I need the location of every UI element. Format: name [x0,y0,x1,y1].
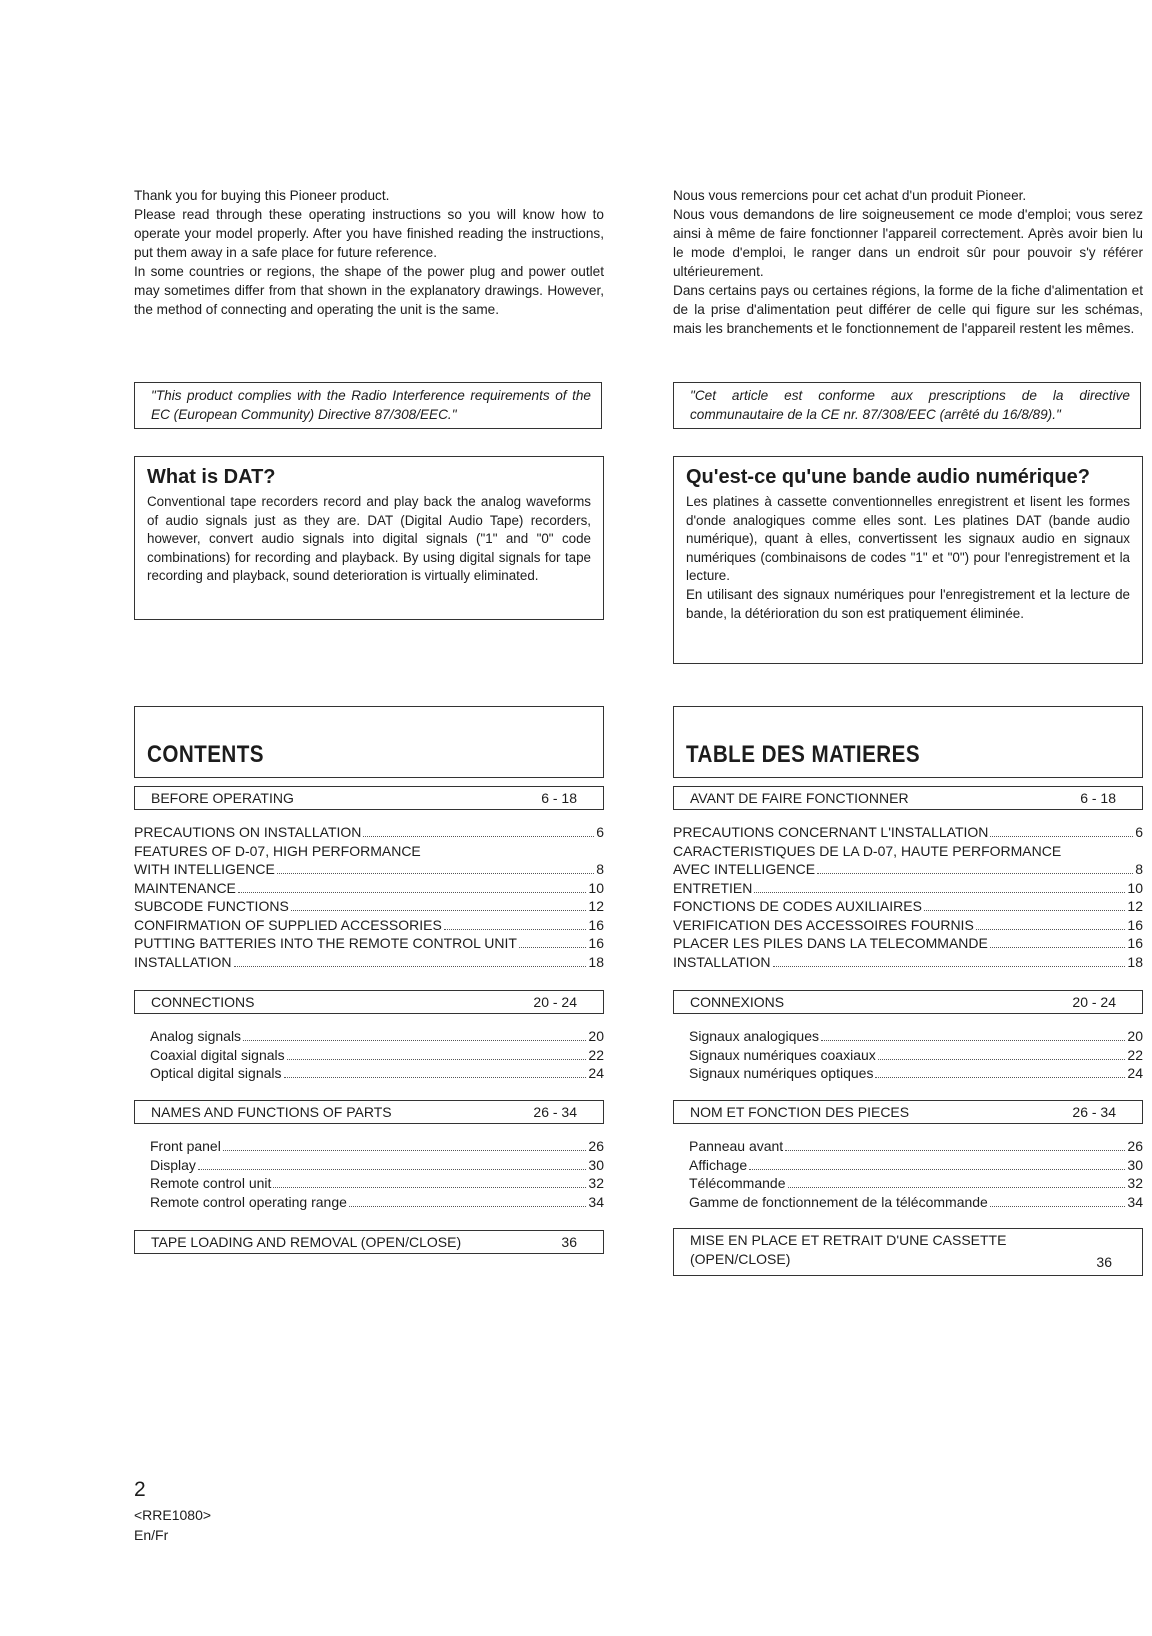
toc-entry[interactable]: Analog signals 20 [150,1028,604,1044]
intro-paragraph: Nous vous remercions pour cet achat d'un produit Pioneer. [673,188,1027,203]
toc-entry[interactable]: Display 30 [150,1156,604,1173]
toc-entry[interactable]: Coaxial digital signals 22 [150,1046,604,1063]
dat-title: Qu'est-ce qu'une bande audio numérique? [686,466,1090,488]
dat-text: En utilisant des signaux numériques pour l'enregistrement et la lecture de bande, la détérioration du son est pratiquement éliminée. [686,586,1130,621]
section-pages: 36 [1096,1254,1112,1270]
section-title: NOM ET FONCTION DES PIECES [690,1104,910,1120]
section-pages: 6 - 18 [1080,790,1116,806]
toc-section-header[interactable] [134,1230,604,1254]
section-pages: 26 - 34 [533,1104,577,1120]
section-title: CONNECTIONS [151,994,255,1010]
dat-info-box [673,456,1143,664]
toc-entry[interactable]: Panneau avant 26 [689,1138,1143,1154]
toc-entry[interactable]: AVEC INTELLIGENCE 8 [673,861,1143,877]
toc-list [689,1137,1143,1211]
toc-entry[interactable]: PRECAUTIONS CONCERNANT L'INSTALLATION 6 [673,824,1143,840]
section-pages: 26 - 34 [1072,1104,1116,1120]
intro-paragraph: Please read through these operating instructions so you will know how to operate your model properly. After you have finished reading the instructions, put them away in a safe place for future reference. [134,207,604,260]
doc-code: <RRE1080> [134,1507,212,1523]
toc-entry[interactable]: Affichage 30 [689,1156,1143,1173]
toc-entry[interactable]: INSTALLATION 18 [673,953,1143,970]
document-code [134,1505,211,1545]
section-pages: 20 - 24 [533,994,577,1010]
contents-header-box [134,706,604,778]
dat-title: What is DAT? [147,466,276,488]
toc-section-header[interactable] [134,990,604,1014]
section-pages: 6 - 18 [541,790,577,806]
intro-paragraph: Dans certains pays ou certaines régions, la forme de la fiche d'alimentation et de la prise d'alimentation peut différer de celle qui figure sur les schémas, mais les branchements et le fonctionnement de l'appareil restent les mêmes. [673,283,1143,336]
dat-text: Les platines à cassette conventionnelles enregistrent et lisent les formes d'onde analogiques comme elles sont. Les platines DAT (bande audio numérique), quant à elles, convertissent les signaux audio en signaux numériques (combinaisons de codes "1" et "0") pour l'enregistrement et la lecture. [686,494,1130,584]
toc-entry[interactable]: INSTALLATION 18 [134,953,604,970]
directive-notice: "This product complies with the Radio Interference requirements of the EC (European Community) Directive 87/308/EEC." [134,382,602,429]
intro-paragraph: In some countries or regions, the shape of the power plug and power outlet may sometimes differ from that shown in the explanatory drawings. However, the method of connecting and operating the unit is the same. [134,264,604,317]
toc-section-header[interactable] [673,990,1143,1014]
section-title: NAMES AND FUNCTIONS OF PARTS [151,1104,392,1120]
toc-entry[interactable]: Télécommande 32 [689,1175,1143,1191]
toc-entry[interactable]: PUTTING BATTERIES INTO THE REMOTE CONTROL UNIT 16 [134,935,604,951]
contents-header-box [673,706,1143,778]
language-code: En/Fr [134,1527,169,1543]
toc-entry[interactable]: Remote control unit 32 [150,1175,604,1191]
page-number: 2 [134,1478,146,1501]
toc-section-header[interactable] [673,1228,1143,1276]
contents-title: TABLE DES MATIERES [686,741,921,768]
dat-text: Conventional tape recorders record and play back the analog waveforms of audio signals just as they are. DAT (Digital Audio Tape) recorders, however, convert audio signals into digital signals ("1" and "0" code combinations) for recording and playback. By using digital signals for tape recording and playback, sound deterioration is virtually eliminated. [147,494,591,584]
section-pages: 20 - 24 [1072,994,1116,1010]
toc-entry[interactable]: MAINTENANCE 10 [134,879,604,896]
toc-entry[interactable]: CONFIRMATION OF SUPPLIED ACCESSORIES 16 [134,916,604,933]
toc-entry[interactable]: WITH INTELLIGENCE 8 [134,861,604,877]
intro-paragraph: Thank you for buying this Pioneer product. [134,188,390,203]
toc-section-header[interactable] [134,786,604,810]
toc-section-header[interactable] [673,786,1143,810]
toc-entry[interactable]: Optical digital signals 24 [150,1065,604,1081]
toc-entry[interactable]: Signaux numériques coaxiaux 22 [689,1046,1143,1063]
toc-section-header[interactable] [134,1100,604,1124]
toc-list [673,823,1143,971]
toc-entry[interactable]: FONCTIONS DE CODES AUXILIAIRES 12 [673,898,1143,914]
section-title: MISE EN PLACE ET RETRAIT D'UNE CASSETTE (OPEN/CLOSE) [690,1232,1007,1267]
toc-entry[interactable]: Signaux analogiques 20 [689,1028,1143,1044]
intro-text [134,186,604,319]
toc-entry-heading: FEATURES OF D-07, HIGH PERFORMANCE [134,842,421,859]
section-title: TAPE LOADING AND REMOVAL (OPEN/CLOSE) [151,1234,462,1250]
intro-text [673,186,1143,338]
section-title: AVANT DE FAIRE FONCTIONNER [690,790,909,806]
intro-paragraph: Nous vous demandons de lire soigneusement ce mode d'emploi; vous serez ainsi à même de faire fonctionner l'appareil correctement. Après avoir bien lu le mode d'emploi, le ranger dans un endroit sûr pour pouvoir s'y référer ultérieurement. [673,207,1143,279]
toc-entry[interactable]: PLACER LES PILES DANS LA TELECOMMANDE 16 [673,935,1143,951]
section-title: BEFORE OPERATING [151,790,294,806]
toc-entry-heading: CARACTERISTIQUES DE LA D-07, HAUTE PERFORMANCE [673,842,1062,859]
toc-entry[interactable]: PRECAUTIONS ON INSTALLATION 6 [134,824,604,840]
toc-list [150,1137,604,1211]
directive-notice: "Cet article est conforme aux prescriptions de la directive communautaire de la CE nr. 87/308/EEC (arrêté du 16/8/89)." [673,382,1141,429]
toc-list [689,1027,1143,1083]
toc-list [134,823,604,971]
toc-entry[interactable]: ENTRETIEN 10 [673,879,1143,896]
toc-entry[interactable]: Signaux numériques optiques 24 [689,1065,1143,1081]
toc-entry[interactable]: VERIFICATION DES ACCESSOIRES FOURNIS 16 [673,916,1143,933]
section-pages: 36 [561,1234,577,1250]
toc-entry[interactable]: Remote control operating range 34 [150,1193,604,1210]
toc-section-header[interactable] [673,1100,1143,1124]
toc-entry[interactable]: Front panel 26 [150,1138,604,1154]
toc-list [150,1027,604,1083]
toc-entry[interactable]: SUBCODE FUNCTIONS 12 [134,898,604,914]
contents-title: CONTENTS [147,741,264,768]
section-title: CONNEXIONS [690,994,785,1010]
dat-info-box [134,456,604,620]
toc-entry[interactable]: Gamme de fonctionnement de la télécommande 34 [689,1193,1143,1210]
